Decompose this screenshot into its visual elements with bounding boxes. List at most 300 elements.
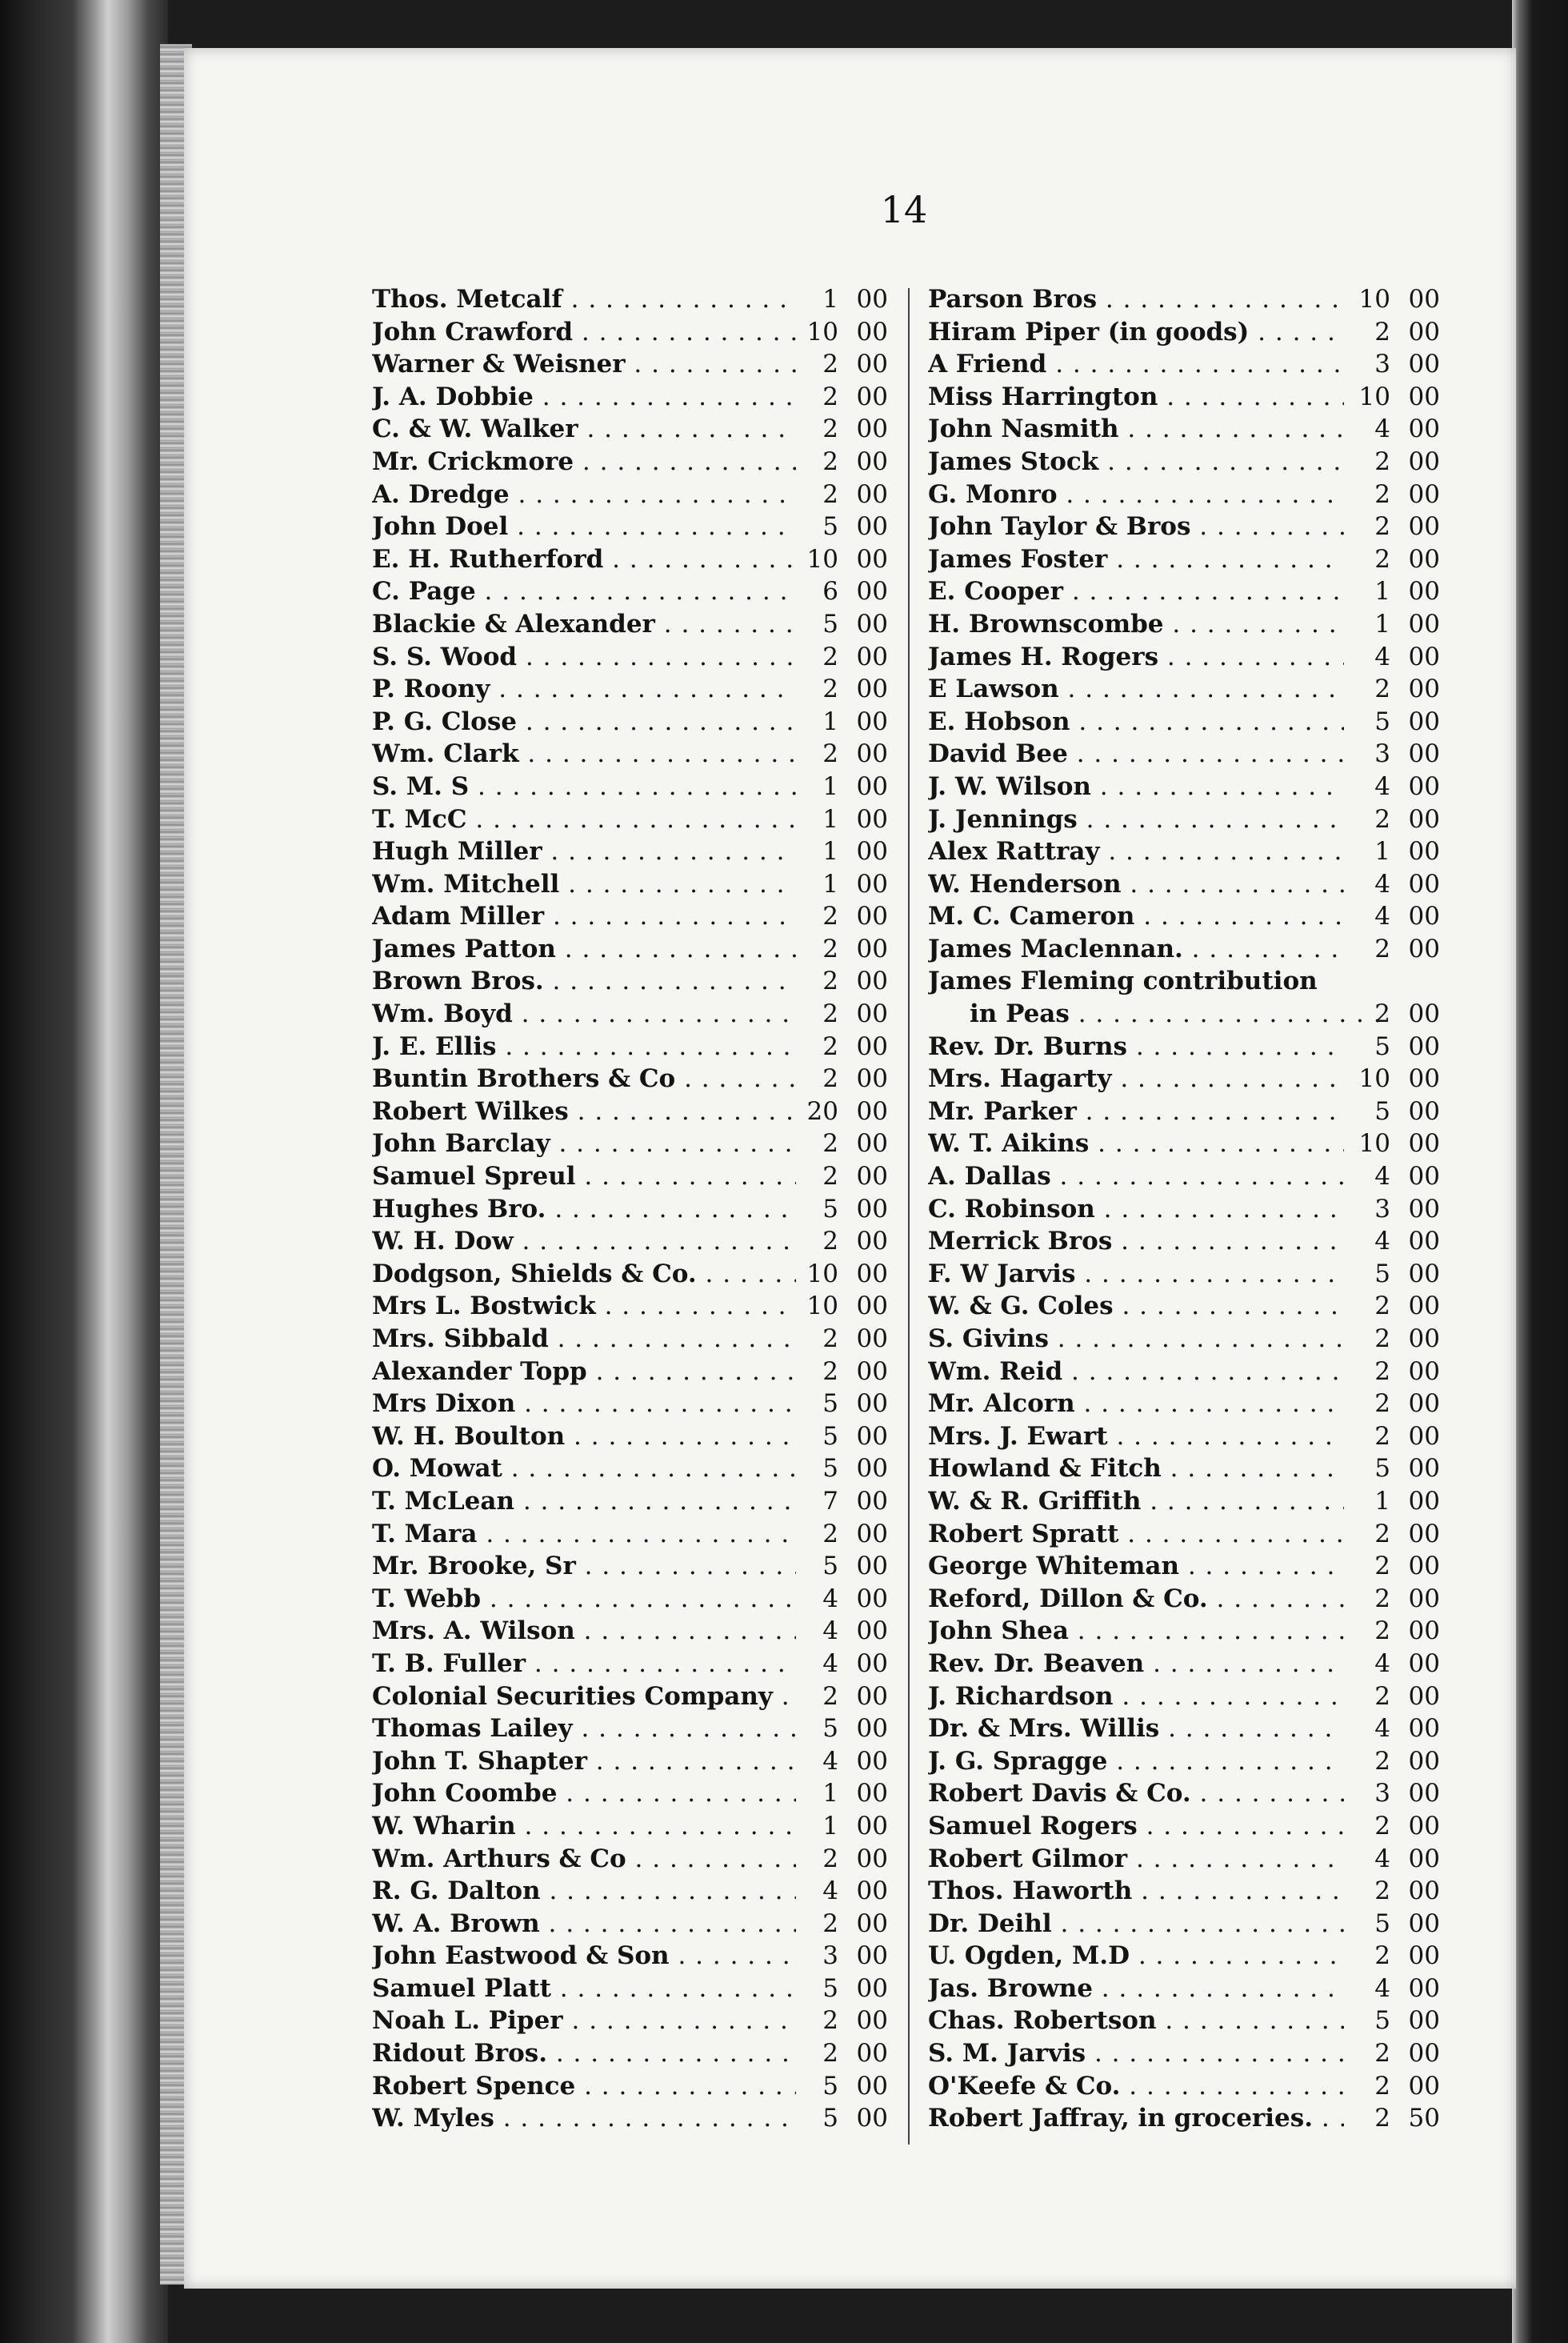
subscriber-name: E. Hobson . . . <box>928 706 1344 739</box>
amount-cents: 00 <box>1408 1486 1440 1516</box>
amount-cents: 00 <box>1408 642 1440 671</box>
amount-cents: 00 <box>856 1389 888 1419</box>
amount-cents: 00 <box>856 2071 888 2101</box>
subscriber-name: U. Ogden, M.D . . . <box>928 1940 1344 1973</box>
subscriber-row <box>928 1225 1440 1258</box>
amount-cents: 00 <box>1408 512 1440 542</box>
amount-cents: 00 <box>856 1908 888 1938</box>
amount-cents: 00 <box>856 1714 888 1744</box>
subscriber-row <box>928 1973 1440 2005</box>
amount-dollars: 2 <box>822 675 838 704</box>
subscriber-row <box>928 1127 1440 1160</box>
subscriber-row <box>928 446 1440 479</box>
subscriber-row <box>372 479 888 511</box>
amount-cents: 00 <box>1408 317 1440 346</box>
amount-dollars: 5 <box>822 1714 838 1744</box>
amount-cents: 00 <box>856 1259 888 1288</box>
amount-dollars: 2 <box>822 1324 838 1353</box>
amount-dollars: 2 <box>822 415 838 444</box>
subscriber-name: H. Brownscombe . . . <box>928 608 1344 641</box>
subscriber-name: G. Monro . . . <box>928 479 1344 511</box>
subscriber-row <box>928 575 1440 608</box>
amount-cents: 00 <box>1408 1811 1440 1840</box>
amount-dollars: 4 <box>822 1746 838 1776</box>
amount-dollars: 5 <box>1374 1259 1390 1288</box>
subscriber-name: R. G. Dalton . . . <box>372 1875 796 1908</box>
amount-cents: 00 <box>856 1064 888 1094</box>
amount-cents: 00 <box>1408 1356 1440 1386</box>
amount-dollars: 2 <box>1374 512 1390 542</box>
amount-dollars: 2 <box>822 350 838 379</box>
subscriber-row <box>928 641 1440 674</box>
subscriber-row <box>372 803 888 836</box>
amount-dollars: 5 <box>822 512 838 542</box>
amount-cents: 00 <box>856 1648 888 1678</box>
subscriber-name: Alexander Topp . . . <box>372 1356 796 1388</box>
subscriber-name: W. H. Boulton . . . <box>372 1420 796 1453</box>
subscriber-row <box>928 1095 1440 1128</box>
subscriber-name: Alex Rattray . . . <box>928 835 1344 868</box>
amount-dollars: 2 <box>1374 479 1390 509</box>
amount-cents: 00 <box>856 317 888 346</box>
amount-cents: 00 <box>856 1584 888 1613</box>
subscriber-row <box>928 543 1440 576</box>
subscriber-name: Robert Gilmor . . . <box>928 1843 1344 1876</box>
subscriber-row <box>372 1712 888 1745</box>
amount-dollars: 10 <box>806 1292 838 1321</box>
amount-cents: 00 <box>1408 1259 1440 1288</box>
subscriber-row <box>928 933 1440 966</box>
amount-dollars: 5 <box>822 1552 838 1581</box>
subscriber-row <box>372 1323 888 1356</box>
subscriber-row <box>372 1745 888 1778</box>
subscriber-row <box>372 900 888 933</box>
amount-dollars: 2 <box>1374 1876 1390 1906</box>
amount-dollars: 4 <box>1374 415 1390 444</box>
amount-dollars: 2 <box>822 382 838 411</box>
subscriber-row <box>928 381 1440 414</box>
amount-cents: 00 <box>1408 577 1440 607</box>
subscriber-name: George Whiteman . . . <box>928 1550 1344 1583</box>
subscriber-row <box>372 2037 888 2070</box>
amount-dollars: 1 <box>1374 1486 1390 1516</box>
amount-cents: 00 <box>1408 2039 1440 2069</box>
subscriber-name: Robert Wilkes . . . <box>372 1095 796 1128</box>
amount-dollars: 2 <box>1374 317 1390 346</box>
subscriber-row <box>372 1583 888 1616</box>
subscriber-row <box>372 1258 888 1291</box>
amount-cents: 00 <box>1408 1096 1440 1126</box>
subscriber-row <box>372 283 888 316</box>
amount-cents: 00 <box>1408 1616 1440 1646</box>
subscriber-name: O. Mowat . . . <box>372 1452 796 1485</box>
amount-dollars: 2 <box>822 2006 838 2036</box>
amount-cents: 00 <box>856 544 888 574</box>
amount-dollars: 2 <box>1374 2104 1390 2133</box>
amount-cents: 00 <box>856 447 888 476</box>
amount-cents: 00 <box>856 1356 888 1386</box>
amount-dollars: 2 <box>1374 1324 1390 1353</box>
subscriber-name: P. Roony . . . <box>372 673 796 706</box>
amount-cents: 00 <box>856 577 888 607</box>
amount-cents: 00 <box>856 1616 888 1646</box>
subscriber-row <box>372 1160 888 1193</box>
subscriber-name: E Lawson . . . <box>928 673 1344 706</box>
column-divider <box>908 288 910 2145</box>
amount-cents: 00 <box>1408 1746 1440 1776</box>
amount-dollars: 2 <box>1374 675 1390 704</box>
amount-dollars: 5 <box>1374 1096 1390 1126</box>
subscriber-name: W. A. Brown . . . <box>372 1908 796 1940</box>
subscriber-row <box>928 2070 1440 2103</box>
amount-cents: 00 <box>1408 1421 1440 1451</box>
amount-cents: 00 <box>856 1941 888 1971</box>
amount-cents: 00 <box>856 1194 888 1224</box>
amount-cents: 00 <box>856 1227 888 1256</box>
subscriber-row <box>928 673 1440 706</box>
subscriber-row <box>928 1160 1440 1193</box>
amount-dollars: 1 <box>822 285 838 314</box>
amount-dollars: 2 <box>1374 1356 1390 1386</box>
subscriber-row <box>928 771 1440 803</box>
amount-dollars: 4 <box>1374 1844 1390 1873</box>
subscriber-row <box>928 803 1440 836</box>
subscriber-row <box>372 933 888 966</box>
amount-dollars: 3 <box>1374 1194 1390 1224</box>
subscriber-row <box>372 1680 888 1713</box>
subscriber-row <box>372 1290 888 1323</box>
subscriber-name: Reford, Dillon & Co. . . . <box>928 1583 1344 1616</box>
subscriber-row <box>928 868 1440 901</box>
amount-cents: 00 <box>1408 1519 1440 1548</box>
subscriber-name: Buntin Brothers & Co . . . <box>372 1063 796 1095</box>
subscriber-name: Mr. Parker . . . <box>928 1095 1344 1128</box>
subscriber-name: Robert Davis & Co. . . . <box>928 1777 1344 1810</box>
subscriber-row <box>928 1648 1440 1680</box>
subscriber-row <box>928 1063 1440 1095</box>
subscriber-name: Merrick Bros . . . <box>928 1225 1344 1258</box>
amount-dollars: 4 <box>822 1584 838 1613</box>
subscriber-row <box>372 446 888 479</box>
subscriber-name: Brown Bros. . . . <box>372 965 796 998</box>
amount-cents: 00 <box>1408 1292 1440 1321</box>
subscriber-row <box>372 1420 888 1453</box>
subscriber-name: W. & R. Griffith . . . <box>928 1485 1344 1518</box>
subscriber-name: Ridout Bros. . . . <box>372 2037 796 2070</box>
subscriber-row <box>928 1908 1440 1940</box>
amount-cents: 00 <box>1408 1714 1440 1744</box>
subscriber-name: T. Webb . . . <box>372 1583 796 1616</box>
amount-dollars: 4 <box>1374 1162 1390 1192</box>
amount-cents: 00 <box>856 1844 888 1873</box>
subscriber-name: Mrs L. Bostwick . . . <box>372 1290 796 1323</box>
subscriber-name: Howland & Fitch . . . <box>928 1452 1344 1485</box>
amount-dollars: 2 <box>1374 1811 1390 1840</box>
amount-dollars: 2 <box>1374 1681 1390 1711</box>
subscriber-name: Robert Spratt . . . <box>928 1518 1344 1551</box>
amount-cents: 00 <box>1408 707 1440 736</box>
amount-cents: 00 <box>856 382 888 411</box>
subscriber-name: Parson Bros . . . <box>928 283 1344 316</box>
subscriber-name: E. Cooper . . . <box>928 575 1344 608</box>
subscriber-name: S. M. Jarvis . . . <box>928 2037 1344 2070</box>
amount-dollars: 2 <box>822 2039 838 2069</box>
amount-dollars: 2 <box>1374 1616 1390 1646</box>
amount-cents: 50 <box>1408 2104 1440 2133</box>
subscriber-name: Mrs. Hagarty . . . <box>928 1063 1344 1095</box>
amount-cents: 00 <box>1408 999 1440 1029</box>
amount-cents: 00 <box>856 609 888 639</box>
amount-cents: 00 <box>856 999 888 1029</box>
subscriber-name: Adam Miller . . . <box>372 900 796 933</box>
subscriber-name: John T. Shapter . . . <box>372 1745 796 1778</box>
amount-cents: 00 <box>1408 739 1440 769</box>
subscriber-row <box>372 771 888 803</box>
amount-dollars: 3 <box>822 1941 838 1971</box>
amount-dollars: 1 <box>822 869 838 899</box>
subscriber-row <box>928 2005 1440 2037</box>
subscriber-row <box>372 413 888 446</box>
amount-dollars: 1 <box>1374 609 1390 639</box>
amount-dollars: 2 <box>822 1064 838 1094</box>
subscriber-row <box>928 348 1440 381</box>
subscriber-name: W. T. Aikins . . . <box>928 1127 1344 1160</box>
amount-dollars: 1 <box>822 1779 838 1808</box>
amount-cents: 00 <box>1408 1129 1440 1159</box>
amount-dollars: 2 <box>1374 1292 1390 1321</box>
subscriber-name: A. Dallas . . . <box>928 1160 1344 1193</box>
amount-cents: 00 <box>1408 2006 1440 2036</box>
subscriber-row <box>372 1452 888 1485</box>
subscriber-name: Samuel Platt . . . <box>372 1973 796 2005</box>
amount-dollars: 5 <box>1374 707 1390 736</box>
amount-dollars: 10 <box>1358 382 1390 411</box>
subscriber-row <box>372 1777 888 1810</box>
subscriber-name: John Eastwood & Son . . . <box>372 1940 796 1973</box>
subscriber-row <box>372 1875 888 1908</box>
amount-dollars: 10 <box>806 317 838 346</box>
amount-dollars: 5 <box>822 2104 838 2133</box>
amount-dollars: 2 <box>822 479 838 509</box>
subscriber-name: John Shea . . . <box>928 1615 1344 1648</box>
amount-cents: 00 <box>856 2039 888 2069</box>
subscriber-row <box>928 511 1440 543</box>
amount-dollars: 6 <box>822 577 838 607</box>
amount-cents: 00 <box>856 1454 888 1484</box>
subscriber-name: T. B. Fuller . . . <box>372 1648 796 1680</box>
subscriber-row <box>372 738 888 771</box>
subscriber-row <box>928 1323 1440 1356</box>
subscriber-name: Warner & Weisner . . . <box>372 348 796 381</box>
subscriber-row <box>928 1712 1440 1745</box>
amount-dollars: 1 <box>1374 837 1390 867</box>
amount-cents: 00 <box>856 804 888 834</box>
amount-cents: 00 <box>856 739 888 769</box>
amount-cents: 00 <box>1408 1876 1440 1906</box>
subscriber-name: John Crawford . . . <box>372 316 796 349</box>
amount-cents: 00 <box>856 1292 888 1321</box>
amount-cents: 00 <box>856 837 888 867</box>
subscriber-row <box>928 1777 1440 1810</box>
amount-dollars: 2 <box>822 1031 838 1061</box>
subscriber-name: J. Jennings . . . <box>928 803 1344 836</box>
amount-cents: 00 <box>856 479 888 509</box>
subscriber-name: Rev. Dr. Beaven . . . <box>928 1648 1344 1680</box>
amount-cents: 00 <box>1408 934 1440 963</box>
subscriber-name: A. Dredge . . . <box>372 479 796 511</box>
amount-cents: 00 <box>1408 1031 1440 1061</box>
amount-dollars: 1 <box>1374 577 1390 607</box>
amount-cents: 00 <box>856 350 888 379</box>
subscriber-name: S. M. S . . . <box>372 771 796 803</box>
subscriber-row <box>928 2102 1440 2135</box>
subscriber-row <box>372 2005 888 2037</box>
amount-dollars: 5 <box>1374 1908 1390 1938</box>
subscriber-name: Dodgson, Shields & Co. . . . <box>372 1258 796 1291</box>
amount-cents: 00 <box>856 1162 888 1192</box>
subscriber-row <box>372 1518 888 1551</box>
subscriber-row <box>928 1940 1440 1973</box>
subscriber-name: F. W Jarvis . . . <box>928 1258 1344 1291</box>
amount-dollars: 2 <box>822 934 838 963</box>
amount-dollars: 4 <box>1374 771 1390 801</box>
amount-cents: 00 <box>1408 415 1440 444</box>
amount-cents: 00 <box>856 1552 888 1581</box>
amount-dollars: 3 <box>1374 350 1390 379</box>
subscriber-row <box>372 1127 888 1160</box>
amount-dollars: 5 <box>822 2071 838 2101</box>
amount-cents: 00 <box>1408 1454 1440 1484</box>
subscriber-name: Wm. Mitchell . . . <box>372 868 796 901</box>
amount-cents: 00 <box>856 902 888 931</box>
amount-dollars: 2 <box>1374 1552 1390 1581</box>
amount-cents: 00 <box>1408 1584 1440 1613</box>
subscriber-name: T. McC . . . <box>372 803 796 836</box>
amount-dollars: 2 <box>1374 1421 1390 1451</box>
subscriber-row <box>928 2037 1440 2070</box>
amount-cents: 00 <box>1408 609 1440 639</box>
amount-dollars: 5 <box>822 609 838 639</box>
subscriber-row <box>928 1452 1440 1485</box>
amount-cents: 00 <box>1408 837 1440 867</box>
right-book-edge <box>1512 0 1568 2343</box>
amount-dollars: 2 <box>822 967 838 996</box>
amount-cents: 00 <box>856 934 888 963</box>
amount-cents: 00 <box>1408 1779 1440 1808</box>
amount-cents: 00 <box>1408 869 1440 899</box>
amount-dollars: 2 <box>822 1519 838 1548</box>
subscriber-row <box>928 413 1440 446</box>
subscriber-row <box>372 1843 888 1876</box>
amount-cents: 00 <box>856 512 888 542</box>
amount-cents: 00 <box>1408 675 1440 704</box>
subscriber-name: Thos. Haworth . . . <box>928 1875 1344 1908</box>
subscriber-row <box>928 835 1440 868</box>
amount-dollars: 2 <box>1374 544 1390 574</box>
subscriber-row <box>372 1940 888 1973</box>
subscriber-row <box>928 479 1440 511</box>
subscriber-name: P. G. Close . . . <box>372 706 796 739</box>
amount-dollars: 3 <box>1374 739 1390 769</box>
subscriber-name: O'Keefe & Co. . . . <box>928 2070 1344 2103</box>
subscriber-row <box>372 575 888 608</box>
subscriber-row <box>928 1875 1440 1908</box>
subscriber-row <box>372 998 888 1031</box>
amount-dollars: 2 <box>1374 1746 1390 1776</box>
amount-dollars: 2 <box>1374 447 1390 476</box>
amount-dollars: 4 <box>1374 1648 1390 1678</box>
amount-dollars: 4 <box>1374 869 1390 899</box>
subscriber-row <box>928 1843 1440 1876</box>
amount-cents: 00 <box>856 1973 888 2003</box>
amount-cents: 00 <box>1408 1389 1440 1419</box>
amount-dollars: 2 <box>822 642 838 671</box>
subscriber-row <box>372 348 888 381</box>
subscriber-row <box>372 1031 888 1063</box>
subscriber-row <box>928 1388 1440 1420</box>
right-subscription-column <box>928 283 1440 2135</box>
page-number: 14 <box>880 188 928 231</box>
subscriber-name: T. McLean . . . <box>372 1485 796 1518</box>
amount-dollars: 2 <box>1374 1941 1390 1971</box>
amount-dollars: 5 <box>1374 2006 1390 2036</box>
subscriber-name: John Barclay . . . <box>372 1127 796 1160</box>
amount-dollars: 4 <box>822 1876 838 1906</box>
amount-dollars: 2 <box>822 902 838 931</box>
subscriber-row <box>372 1550 888 1583</box>
subscriber-name: Wm. Reid . . . <box>928 1356 1344 1388</box>
subscriber-row <box>372 2070 888 2103</box>
subscriber-row <box>928 1518 1440 1551</box>
subscriber-row <box>372 1388 888 1420</box>
subscriber-name: Robert Spence . . . <box>372 2070 796 2103</box>
subscriber-name: S. Givins . . . <box>928 1323 1344 1356</box>
amount-cents: 00 <box>856 1779 888 1808</box>
amount-cents: 00 <box>1408 1227 1440 1256</box>
subscriber-row <box>372 1095 888 1128</box>
subscriber-row <box>928 900 1440 933</box>
subscriber-name: John Taylor & Bros . . . <box>928 511 1344 543</box>
subscriber-name: Blackie & Alexander . . . <box>372 608 796 641</box>
amount-cents: 00 <box>1408 1941 1440 1971</box>
amount-cents: 00 <box>856 967 888 996</box>
subscriber-name: James Patton . . . <box>372 933 796 966</box>
subscriber-name: J. Richardson . . . <box>928 1680 1344 1713</box>
amount-cents: 00 <box>856 285 888 314</box>
amount-dollars: 10 <box>806 544 838 574</box>
amount-dollars: 10 <box>1358 1129 1390 1159</box>
subscriber-row <box>372 543 888 576</box>
amount-dollars: 2 <box>1374 1584 1390 1613</box>
amount-dollars: 5 <box>822 1421 838 1451</box>
amount-dollars: 10 <box>1358 285 1390 314</box>
amount-dollars: 2 <box>822 1844 838 1873</box>
amount-dollars: 2 <box>822 1129 838 1159</box>
subscriber-row <box>928 998 1440 1031</box>
amount-cents: 00 <box>856 1746 888 1776</box>
amount-cents: 00 <box>1408 1908 1440 1938</box>
amount-cents: 00 <box>856 1519 888 1548</box>
subscriber-row <box>372 381 888 414</box>
subscriber-row <box>928 1745 1440 1778</box>
subscriber-name: Robert Jaffray, in groceries. . . . <box>928 2102 1344 2135</box>
amount-cents: 00 <box>856 707 888 736</box>
subscriber-name: John Coombe . . . <box>372 1777 796 1810</box>
amount-dollars: 2 <box>1374 1519 1390 1548</box>
subscriber-name: Mrs. A. Wilson . . . <box>372 1615 796 1648</box>
amount-dollars: 20 <box>806 1096 838 1126</box>
subscriber-name: Mrs Dixon . . . <box>372 1388 796 1420</box>
